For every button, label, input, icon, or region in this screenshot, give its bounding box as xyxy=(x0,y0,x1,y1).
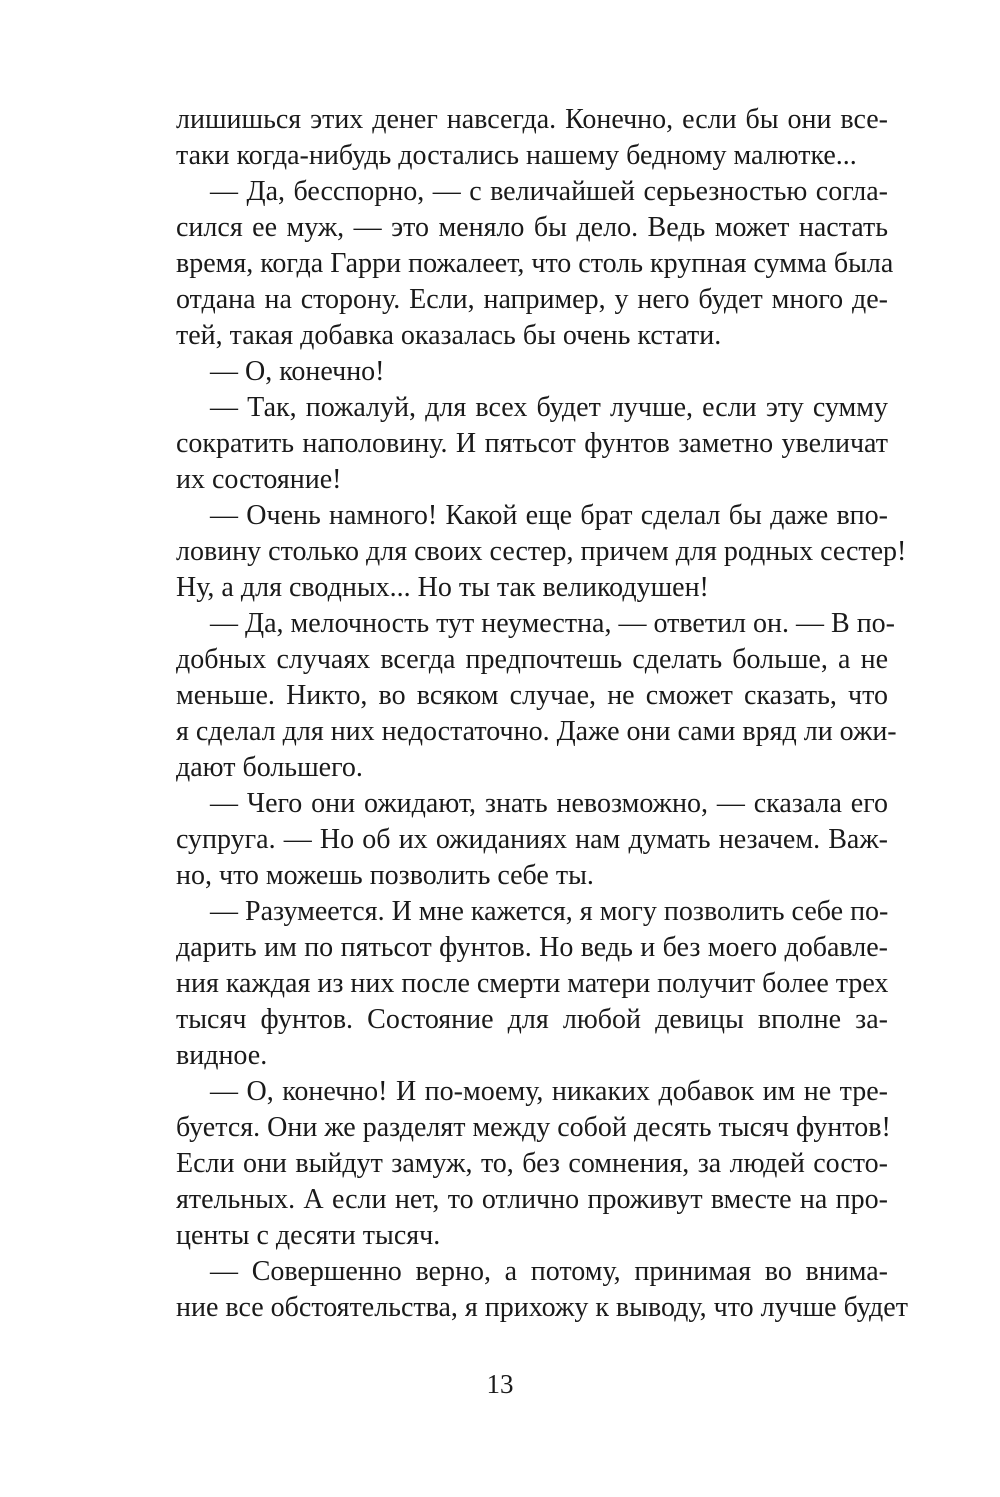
text-line: меньше. Никто, во всяком случае, не сможет сказать, что xyxy=(176,680,888,711)
text-line: дарить им по пятьсот фунтов. Но ведь и без моего добавле- xyxy=(176,932,888,963)
text-line: дают большего. xyxy=(176,752,363,783)
text-line: сократить наполовину. И пятьсот фунтов заметно увеличат xyxy=(176,428,888,459)
text-line: буется. Они же разделят между собой десять тысяч фунтов! xyxy=(176,1112,891,1143)
text-line: центы с десяти тысяч. xyxy=(176,1220,441,1251)
page-number: 13 xyxy=(486,1369,514,1399)
text-line: время, когда Гарри пожалеет, что столь крупная сумма была xyxy=(176,248,894,279)
text-line: ния каждая из них после смерти матери получит более трех xyxy=(176,968,889,999)
text-line: сился ее муж, — это меняло бы дело. Ведь может настать xyxy=(176,212,888,243)
text-line: таки когда-нибудь достались нашему бедному малютке... xyxy=(176,140,857,171)
text-line: ловину столько для своих сестер, причем для родных сестер! xyxy=(176,536,907,567)
text-line: видное. xyxy=(176,1040,268,1071)
text-line: — Очень намного! Какой еще брат сделал бы даже впо- xyxy=(210,500,888,531)
text-line: тей, такая добавка оказалась бы очень кстати. xyxy=(176,320,722,351)
book-page-text xyxy=(176,102,908,1326)
text-line: тысяч фунтов. Состояние для любой девицы вполне за- xyxy=(176,1004,888,1035)
text-line: лишишься этих денег навсегда. Конечно, если бы они все- xyxy=(176,104,888,135)
text-line: ятельных. А если нет, то отлично проживут вместе на про- xyxy=(176,1184,888,1215)
text-line: Ну, а для сводных... Но ты так великодушен! xyxy=(176,572,709,603)
text-line: — Разумеется. И мне кажется, я могу позволить себе по- xyxy=(210,896,889,927)
text-line: — О, конечно! xyxy=(210,356,385,387)
text-line: их состояние! xyxy=(176,464,342,495)
text-line: — Совершенно верно, а потому, принимая во внима- xyxy=(210,1256,888,1287)
text-line: ние все обстоятельства, я прихожу к выводу, что лучше будет xyxy=(176,1292,908,1323)
text-line: — Чего они ожидают, знать невозможно, — сказала его xyxy=(210,788,888,819)
text-line: супруга. — Но об их ожиданиях нам думать незачем. Важ- xyxy=(176,824,888,855)
text-line: — Да, бесспорно, — с величайшей серьезностью согла- xyxy=(210,176,888,207)
text-line: отдана на сторону. Если, например, у него будет много де- xyxy=(176,284,888,315)
text-line: — Так, пожалуй, для всех будет лучше, если эту сумму xyxy=(210,392,888,423)
text-line: — О, конечно! И по-моему, никаких добавок им не тре- xyxy=(210,1076,888,1107)
text-line: Если они выйдут замуж, то, без сомнения, за людей состо- xyxy=(176,1148,888,1179)
text-line: я сделал для них недостаточно. Даже они сами вряд ли ожи- xyxy=(176,716,897,747)
text-line: но, что можешь позволить себе ты. xyxy=(176,860,594,891)
text-line: — Да, мелочность тут неуместна, — ответил он. — В по- xyxy=(210,608,896,639)
text-line: добных случаях всегда предпочтешь сделать больше, а не xyxy=(176,644,888,675)
